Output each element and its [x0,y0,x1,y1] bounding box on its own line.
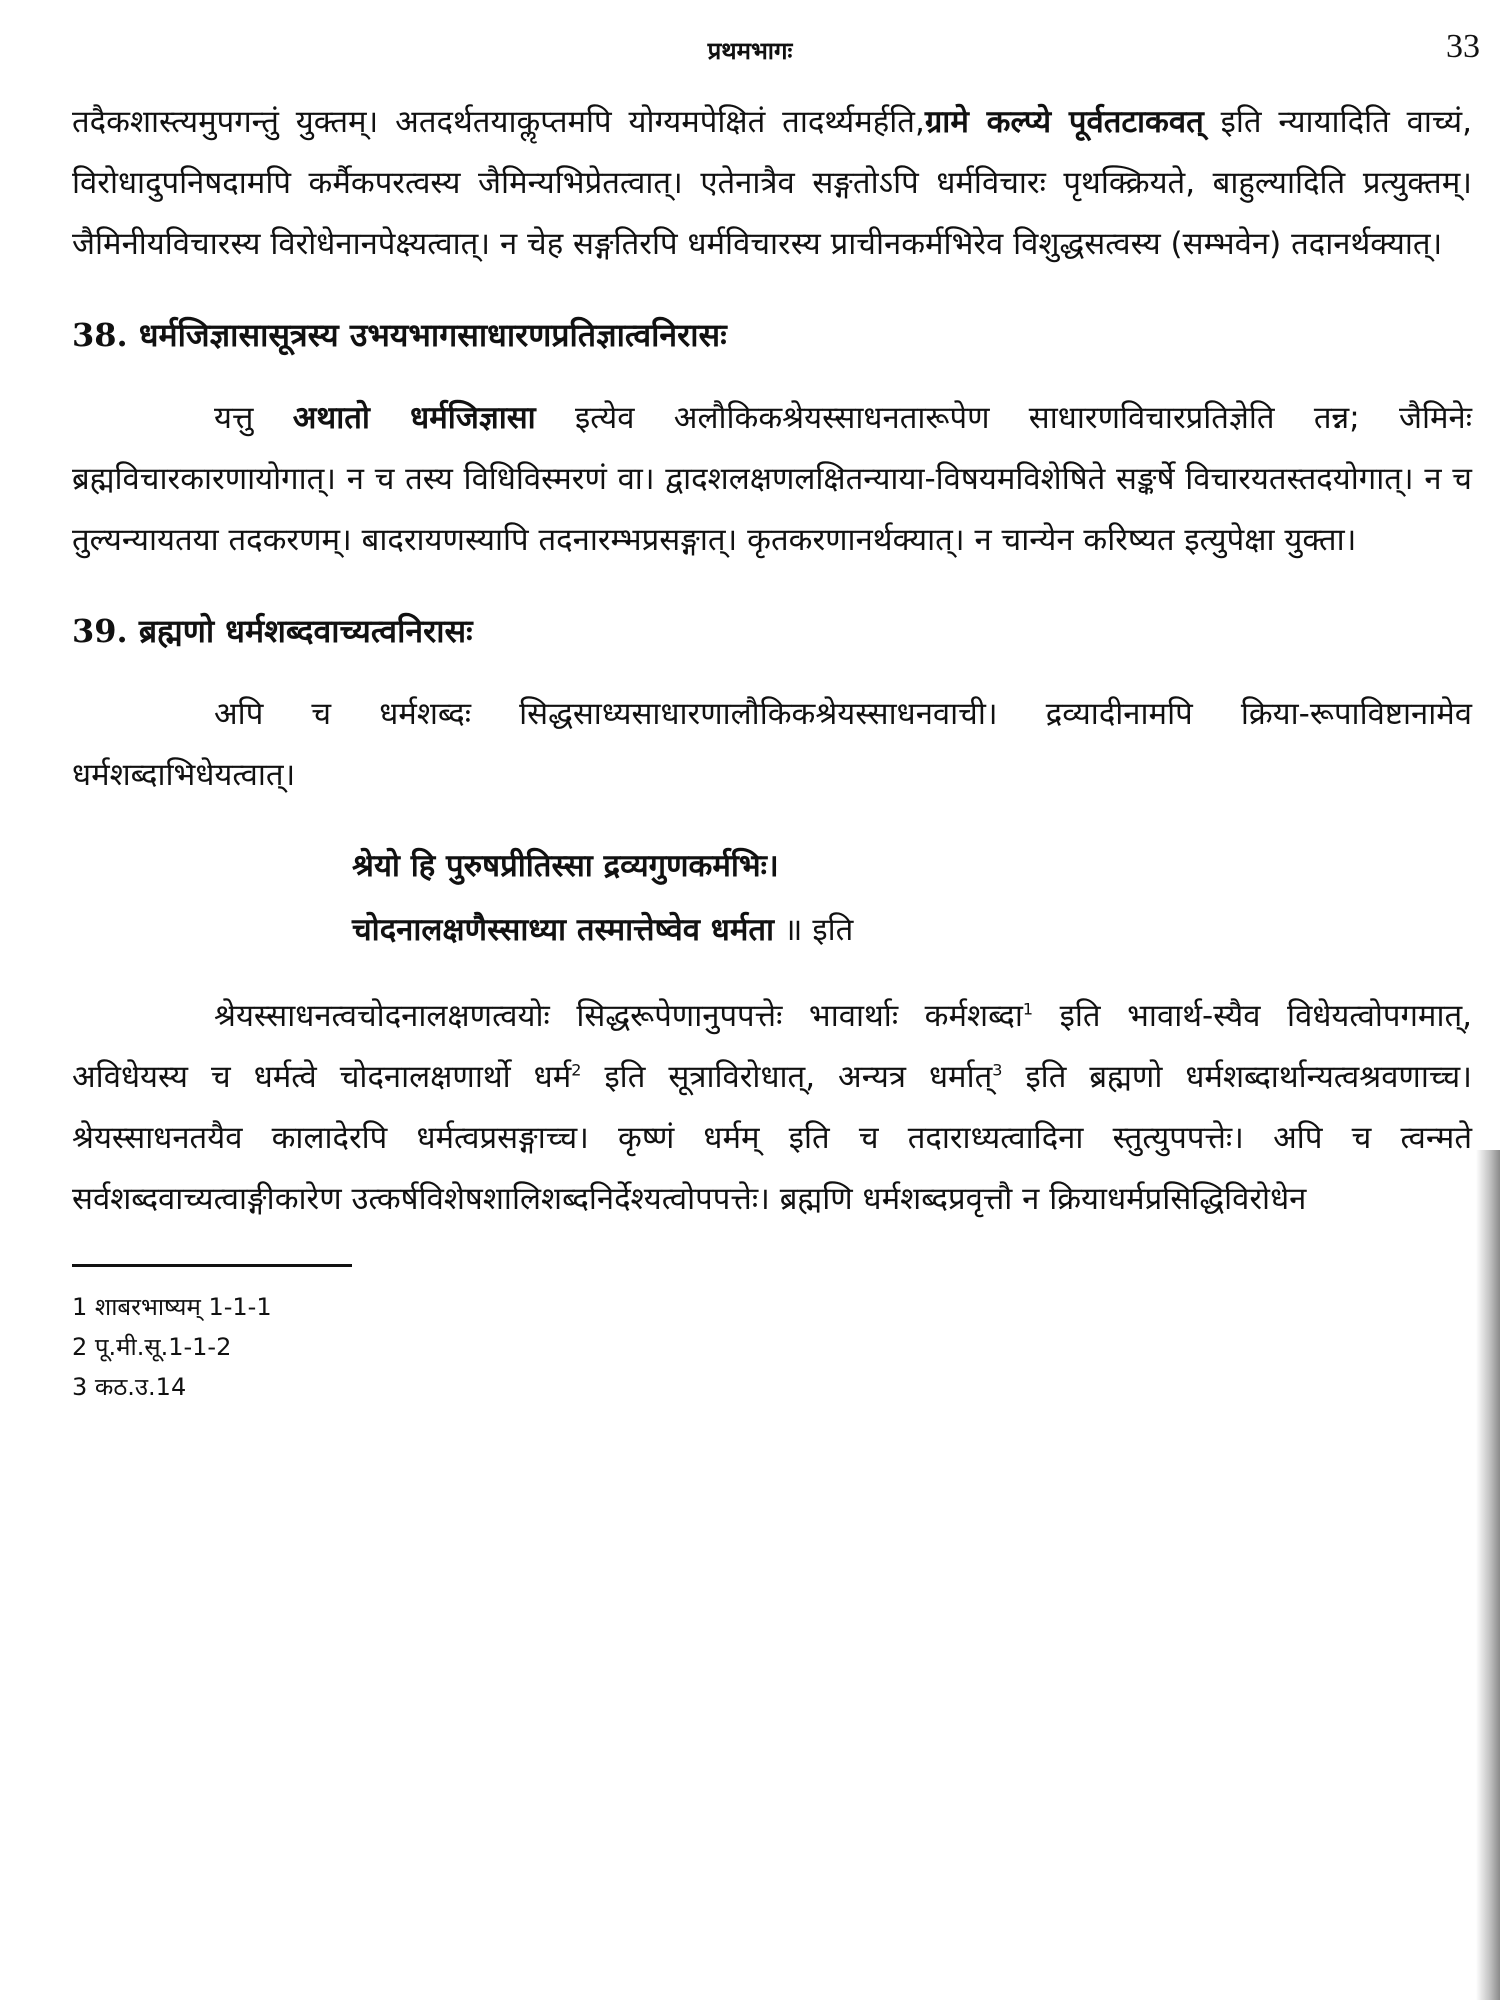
opening-text-a: तदैकशास्त्यमुपगन्तुं युक्तम्। अतदर्थतयाकॢप्तमपि योग्यमपेक्षितं तादर्थ्यमर्हति, [72,104,925,140]
verse-line-1: श्रेयो हि पुरुषप्रीतिस्सा द्रव्यगुणकर्मभिः। [352,848,779,884]
opening-text-b: इति न्यायादिति वाच्यं, विरोधादुपनिषदामपि कर्मैकपरत्वस्य जैमिन्यभिप्रेतत्वात्। एतेनात्रैव सङ्गतोऽपि धर्मविचारः पृथक्क्रियते, बाहुल्यादिति प्रत्युक्तम्। जैमिनीयविचारस्य विरोधेनानपेक्ष्यत्वात्। न चेह सङ्गतिरपि धर्मविचारस्य प्राचीनकर्मभिरेव विशुद्धसत्वस्य (सम्भवेन) तदानर्थक्यात्। [72,104,1473,262]
section-38-text-b: इत्येव अलौकिकश्रेयस्साधनतारूपेण साधारणविचारप्रतिज्ञेति तन्न; जैमिनेः ब्रह्मविचारकारणायोगात्। न च तस्य विधिविस्मरणं वा। द्वादशलक्षणलक्षितन्याया-विषयमविशेषिते सङ्कर्षे विचारयतस्तदयोगात्। न च तुल्यन्यायतया तदकरणम्। बादरायणस्यापि तदनारम्भप्रसङ्गात्। कृतकरणानर्थक्यात्। न चान्येन करिष्यत इत्युपेक्षा युक्ता। [72,400,1472,558]
opening-bold-phrase: ग्रामे कल्प्ये पूर्वतटाकवत् [924,104,1204,140]
verse-end-marker: ॥ इति [774,912,854,948]
section-38-bold-phrase: अथातो धर्मजिज्ञासा [292,400,536,436]
para2-text-d: इति ब्रह्मणो धर्मशब्दार्थान्यत्वश्रवणाच्च। श्रेयस्साधनतयैव कालादेरपि धर्मत्वप्रसङ्गाच्च। कृष्णं धर्मम् इति च तदाराध्यत्वादिना स्तुत्युपपत्तेः। अपि च त्वन्मते सर्वशब्दवाच्यत्वाङ्गीकारेण उत्कर्षविशेषशालिशब्दनिर्देश्यत्वोपपत्तेः। ब्रह्मणि धर्मशब्दप्रवृत्तौ न क्रियाधर्मप्रसिद्धिविरोधेन [72,1059,1472,1217]
running-head: प्रथमभागः [707,37,793,65]
verse-line-2-text: चोदनालक्षणैस्साध्या तस्मात्तेष्वेव धर्मता [352,912,775,948]
section-39-paragraph-1: अपि च धर्मशब्दः सिद्धसाध्यसाधारणालौकिकश्रेयस्साधनवाची। द्रव्यादीनामपि क्रिया-रूपाविष्टानामेव धर्मशब्दाभिधेयत्वात्। [72,696,1472,793]
footnote-3: 3 कठ.उ.14 [72,1373,187,1401]
para2-text-a: श्रेयस्साधनत्वचोदनालक्षणत्वयोः सिद्धरूपेणानुपपत्तेः भावार्थाः कर्मशब्दा [214,998,1023,1034]
page-content [72,92,1472,1407]
opening-paragraph [72,92,1472,275]
section-39-paragraph-2 [72,986,1472,1230]
section-39-heading: 39. ब्रह्मणो धर्मशब्दवाच्यत्वनिरासः [72,612,473,650]
page-header [0,28,1500,72]
footnote-divider [72,1264,352,1267]
section-38-text-a: यत्तु [214,400,293,436]
page-number: 33 [1446,28,1480,65]
verse-line-2 [352,898,1472,962]
footnote-2: 2 पू.मी.सू.1-1-2 [72,1333,232,1361]
section-38-paragraph [72,388,1472,571]
footnote-ref-2[interactable]: 2 [571,1060,582,1080]
footnote-ref-1[interactable]: 1 [1022,999,1034,1019]
para2-text-b: इति भावार्थ-स्यैव विधेयत्वोपगमात्, अविधेयस्य च धर्मत्वे चोदनालक्षणार्थो धर्म [72,998,1472,1095]
verse-block [352,834,1472,962]
page-edge-shadow [1476,1150,1500,2000]
footnote-1: 1 शाबरभाष्यम् 1-1-1 [72,1293,272,1321]
para2-text-c: इति सूत्राविरोधात्, अन्यत्र धर्मात् [581,1059,993,1095]
footnote-ref-3[interactable]: 3 [992,1060,1003,1080]
section-38-heading: 38. धर्मजिज्ञासासूत्रस्य उभयभागसाधारणप्रतिज्ञात्वनिरासः [72,316,727,354]
